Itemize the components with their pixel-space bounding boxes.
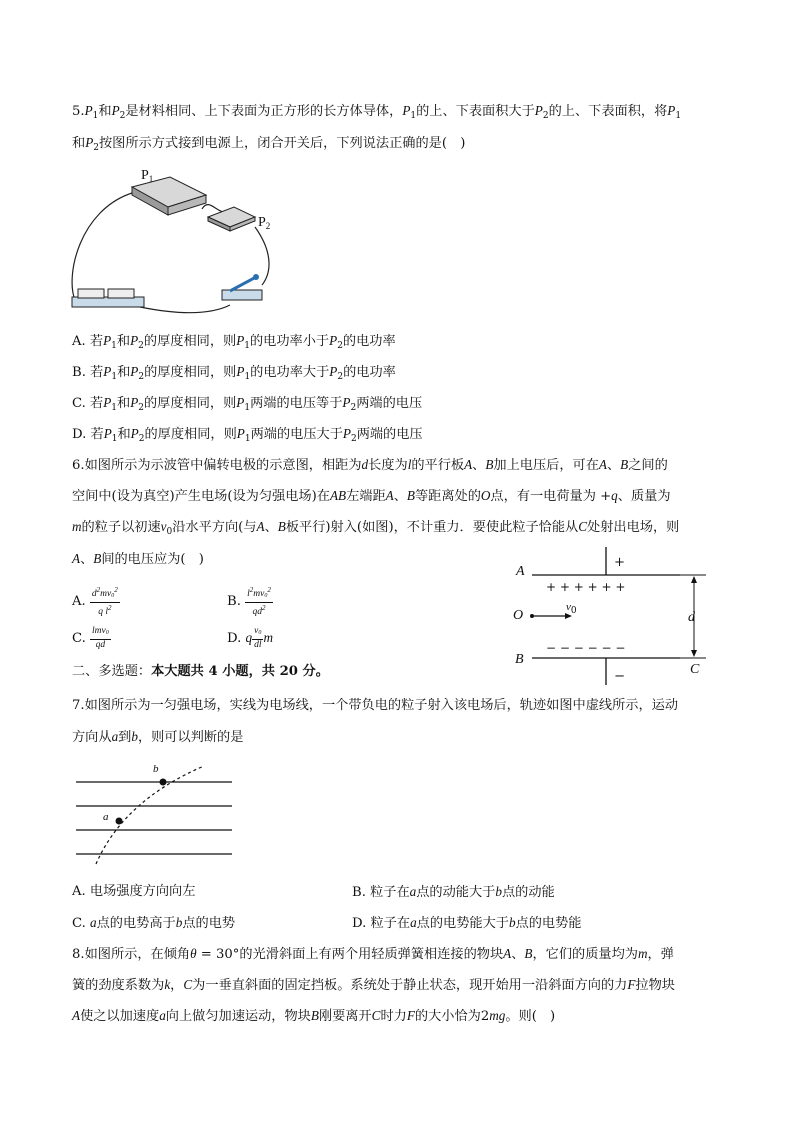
q6-stem-line4: A、B间的电压应为( ): [72, 551, 204, 567]
text: 按图所示方式接到电源上，闭合开关后，下列说法正确的是( ): [98, 136, 466, 151]
fig-label-o: O: [513, 608, 524, 623]
q6-stem-line1: 6.如图所示为示波管中偏转电极的示意图，相距为d长度为l的平行板A、B加上电压后，可在A、B之间的: [72, 457, 668, 473]
q7-stem-line1: 7.如图所示为一匀强电场，实线为电场线，一个带负电的粒子射入该电场后，轨迹如图中虚线所示，运动: [72, 698, 679, 713]
q5-circuit-figure: [70, 165, 280, 320]
text: 的上、下表面积，将: [548, 104, 668, 119]
fraction: $\frac{l^2mv_0^2}{qd^2}$: [247, 586, 271, 618]
q5-stem-line1: [72, 101, 681, 126]
var-p: P: [402, 103, 411, 118]
fig-label-d: d: [688, 610, 695, 625]
fig-label-c: C: [690, 662, 700, 677]
battery-cell-2: [108, 289, 134, 298]
switch-base: [222, 290, 262, 300]
q7-option-a: A. 电场强度方向向左: [72, 884, 196, 899]
var-p: P: [85, 135, 94, 150]
fig-minus-row: − − − − − −: [546, 641, 626, 655]
switch-knob: [253, 274, 259, 280]
sub: 2: [119, 111, 126, 121]
q6-option-b: B. $\frac{l^2mv_0^2}{qd^2}$: [227, 586, 271, 618]
q5-option-d: D. 若$P_1$和$P_2$的厚度相同，则$P_1$两端的电压大于$P_2$两端的电压: [72, 426, 423, 444]
d-arrow-up: [691, 576, 697, 583]
fig-label-b: b: [153, 763, 159, 775]
fig-label-a: a: [103, 811, 109, 823]
q5-option-a: A. 若$P_1$和$P_2$的厚度相同，则$P_1$的电功率小于$P_2$的电功率: [72, 333, 396, 351]
q6-option-c: C. $\frac{lmv_0}{qd}$: [72, 626, 109, 650]
wire-bottom: [140, 305, 230, 313]
var-p: P: [534, 103, 543, 118]
sub: 1: [675, 111, 682, 121]
sub: 1: [410, 111, 417, 121]
text: 和: [98, 104, 112, 119]
fraction: $\frac{v_0}{dl}$: [254, 626, 262, 650]
q6-stem-line2: 空间中(设为真空)产生电场(设为匀强电场)在AB左端距A、B等距离处的O点，有一电荷量为 +q、质量为: [72, 488, 671, 504]
q5-number: 5.: [72, 104, 85, 119]
text: 是材料相同、上下表面为正方形的长方体导体，: [125, 104, 403, 119]
var-p: P: [84, 103, 93, 118]
fig-label-a: A: [516, 564, 525, 579]
sub: 2: [93, 143, 99, 153]
fig-label-v0: $v_0$: [566, 601, 577, 616]
q7-option-c: C. a点的电势高于b点的电势: [72, 915, 236, 931]
section-heading-multiple-choice: 二、多选题：本大题共 4 小题，共 20 分。: [72, 664, 329, 679]
q5-option-c: C. 若$P_1$和$P_2$的厚度相同，则$P_1$两端的电压等于$P_2$两端的电压: [72, 395, 423, 413]
q8-stem-line3: A使之以加速度a向上做匀加速运动，物块B刚要离开C时力F的大小恰为2mg。则( ): [72, 1008, 556, 1024]
sub: 2: [542, 111, 549, 121]
q8-stem-line1: 8.如图所示，在倾角θ = 30°的光滑斜面上有两个用轻质弹簧相连接的物块A、B，它们的质量均为m，弹: [72, 946, 674, 962]
fig-minus-sign: −: [614, 669, 626, 684]
fig-plus-sign: +: [614, 555, 626, 570]
fig-label-p2: $P_2$: [258, 215, 271, 231]
q8-stem-line2: 簧的劲度系数为k，C为一垂直斜面的固定挡板。系统处于静止状态，现开始用一沿斜面方向的力F拉物块: [72, 977, 675, 993]
text: 的上、下表面积大于: [416, 104, 535, 119]
fraction: $\frac{lmv_0}{qd}$: [92, 626, 109, 650]
fig-label-b: B: [515, 652, 524, 667]
q7-option-d: D. 粒子在a点的电势能大于b点的电势能: [352, 915, 582, 931]
point-o: [530, 614, 534, 618]
battery-cell-1: [78, 289, 104, 298]
switch-lever: [230, 277, 256, 291]
d-arrow-down: [691, 650, 697, 657]
wire-left: [72, 193, 132, 300]
text: 和: [72, 136, 86, 151]
q5-option-b: B. 若$P_1$和$P_2$的厚度相同，则$P_1$的电功率大于$P_2$的电功率: [72, 364, 396, 382]
q6-stem-line3: m的粒子以初速$v_0$沿水平方向(与A、B板平行)射入(如图)，不计重力．要使此粒子恰能从C处射出电场，则: [72, 519, 680, 537]
var-p: P: [111, 103, 120, 118]
point-a: [116, 818, 123, 825]
sub: 1: [92, 111, 99, 121]
q7-stem-line2: 方向从a到b，则可以判断的是: [72, 729, 244, 745]
fig-plus-row: + + + + + +: [546, 580, 626, 594]
fraction: $\frac{d^2mv_0^2}{q l^2}$: [91, 586, 118, 618]
q6-option-d: D. q $\frac{v_0}{dl}$ m: [227, 626, 274, 650]
trajectory: [96, 766, 204, 864]
q7-option-b: B. 粒子在a点的动能大于b点的动能: [352, 884, 555, 900]
q6-option-a: A. $\frac{d^2mv_0^2}{q l^2}$: [72, 586, 118, 618]
point-b: [160, 779, 167, 786]
fig-label-p1: $P_1$: [141, 168, 154, 184]
q5-stem-line2: [72, 133, 465, 158]
var-p: P: [667, 103, 676, 118]
